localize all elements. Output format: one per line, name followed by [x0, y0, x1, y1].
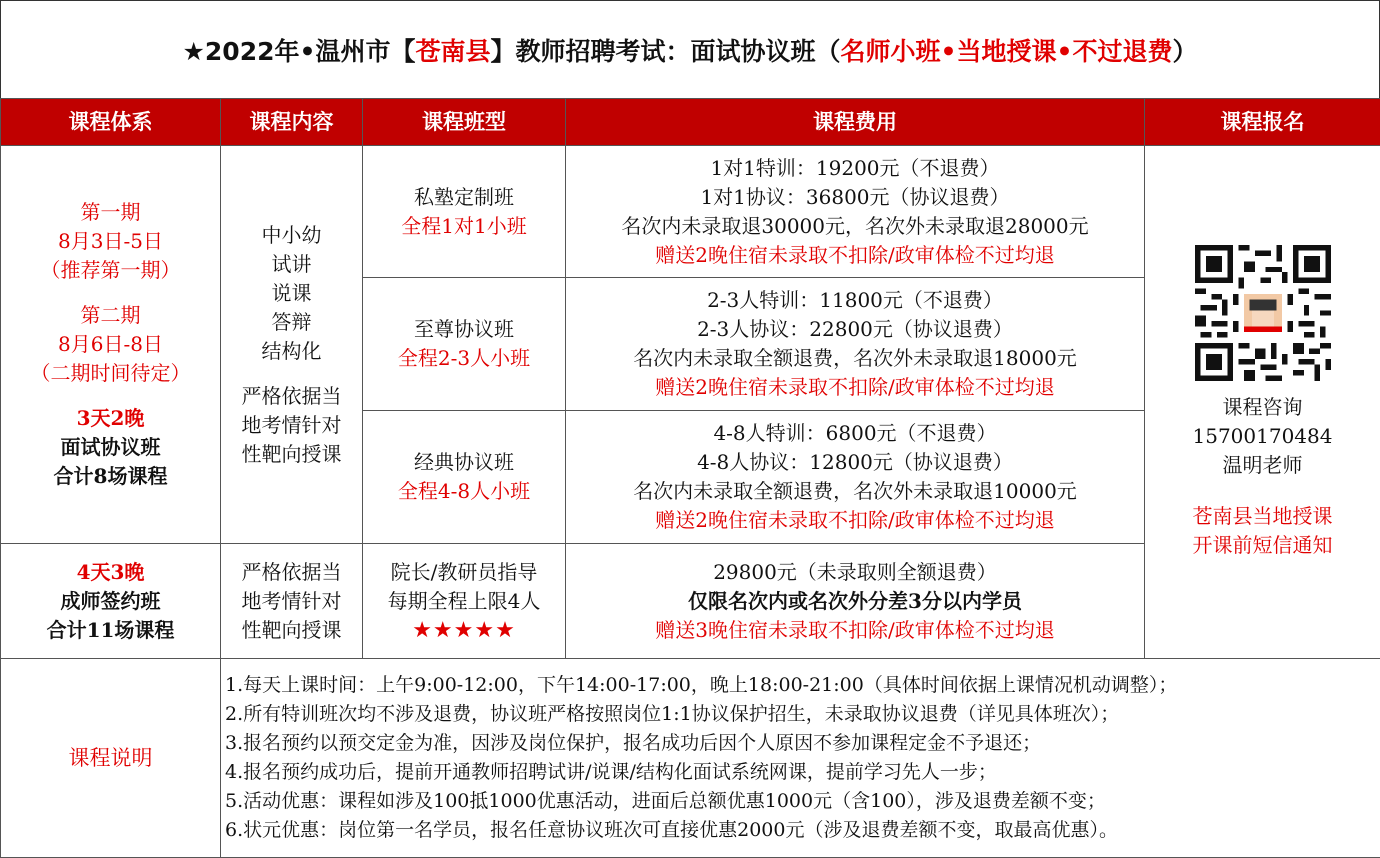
note-item: 5.活动优惠：课程如涉及100抵1000优惠活动，进面后总额优惠1000元（含100），涉及退费差额不变；: [225, 790, 1106, 812]
period1-note: （推荐第一期）: [40, 258, 181, 282]
signing-name: 成师签约班: [60, 588, 161, 613]
header-system: 课程体系: [1, 99, 221, 146]
class-name: 私塾定制班: [414, 184, 514, 209]
signup-consult: 课程咨询: [1222, 394, 1303, 419]
content-item: 说课: [271, 280, 312, 305]
notes-row: [1, 659, 1380, 858]
header-content: 课程内容: [221, 99, 363, 146]
signing-system-cell: [1, 544, 221, 659]
period2-date: 8月6日-8日: [58, 332, 163, 356]
title-highlight: 名师小班•当地授课•不过退费: [840, 36, 1173, 66]
content-item: 答辩: [271, 309, 312, 334]
system-total: 合计8场课程: [53, 464, 168, 488]
course-table: [0, 98, 1380, 858]
signup-cell: [1145, 146, 1380, 659]
fee-line: 1对1协议：36800元（协议退费）: [700, 184, 1010, 209]
class-name: 经典协议班: [414, 450, 514, 474]
note-item: 1.每天上课时间：上午9:00-12:00，下午14:00-17:00，晚上18:00-21:00（具体时间依据上课情况机动调整）；: [225, 674, 1178, 696]
class-name: 至尊协议班: [414, 317, 514, 341]
fee-gift: 赠送2晚住宿未录取不扣除/政审体检不过均退: [655, 508, 1055, 532]
signing-condition: 仅限名次内或名次外分差3分以内学员: [688, 588, 1022, 613]
notes-body: [221, 659, 1380, 858]
class-size: 全程4-8人小班: [397, 479, 531, 503]
period1-name: 第一期: [80, 200, 141, 224]
system-name: 面试协议班: [60, 435, 161, 459]
class-type-cell: [363, 411, 566, 544]
header-fee: 课程费用: [566, 99, 1145, 146]
content-item: 结构化: [261, 338, 322, 363]
star-rating-icon: ★★★★★: [412, 617, 516, 643]
signing-basis: 严格依据当: [241, 559, 342, 584]
class-type-cell: [363, 146, 566, 278]
class-size: 全程2-3人小班: [397, 346, 531, 370]
fee-line: 4-8人特训：6800元（不退费）: [713, 421, 997, 445]
period2-name: 第二期: [80, 303, 141, 327]
fee-cell: [566, 146, 1145, 278]
title-middle: 】教师招聘考试：面试协议班（: [490, 36, 841, 66]
system-duration: 3天2晚: [76, 406, 145, 430]
content-cell: [221, 146, 363, 544]
content-item: 中小幼: [261, 222, 322, 247]
signing-content-cell: [221, 544, 363, 659]
header-row: [1, 99, 1380, 146]
class-size: 全程1对1小班: [401, 213, 527, 238]
content-basis: 严格依据当: [241, 383, 342, 408]
note-item: 2.所有特训班次均不涉及退费，协议班严格按照岗位1:1协议保护招生，未录取协议退费（详见具体班次）；: [225, 703, 1120, 725]
fee-line: 4-8人协议：12800元（协议退费）: [697, 450, 1013, 474]
signup-notice: 开课前短信通知: [1192, 532, 1333, 557]
fee-line: 名次内未录取全额退费，名次外未录取退10000元: [633, 479, 1077, 503]
signing-total: 合计11场课程: [46, 617, 175, 642]
fee-cell: [566, 411, 1145, 544]
signup-local: 苍南县当地授课: [1192, 503, 1333, 528]
content-basis: 性靶向授课: [241, 441, 342, 466]
signing-type: 每期全程上限4人: [387, 588, 541, 613]
fee-line: 名次内未录取全额退费，名次外未录取退18000元: [633, 346, 1077, 370]
fee-line: 名次内未录取退30000元，名次外未录取退28000元: [621, 213, 1089, 238]
system-cell: [1, 146, 221, 544]
content-basis: 地考情针对: [241, 412, 342, 437]
fee-line: 2-3人特训：11800元（不退费）: [707, 288, 1003, 312]
content-item: 试讲: [271, 251, 312, 276]
signing-basis: 性靶向授课: [241, 617, 342, 642]
header-class-type: 课程班型: [363, 99, 566, 146]
signing-basis: 地考情针对: [241, 588, 342, 613]
signup-phone[interactable]: 15700170484: [1192, 423, 1333, 448]
fee-cell: [566, 278, 1145, 411]
signing-type: 院长/教研员指导: [390, 559, 538, 584]
class-type-cell: [363, 278, 566, 411]
period1-date: 8月3日-5日: [58, 229, 163, 253]
note-item: 6.状元优惠：岗位第一名学员，报名任意协议班次可直接优惠2000元（涉及退费差额不变，取最高优惠）。: [225, 819, 1118, 841]
fee-gift: 赠送2晚住宿未录取不扣除/政审体检不过均退: [655, 375, 1055, 399]
signing-gift: 赠送3晚住宿未录取不扣除/政审体检不过均退: [655, 617, 1055, 642]
fee-line: 2-3人协议：22800元（协议退费）: [697, 317, 1013, 341]
note-item: 3.报名预约以预交定金为准，因涉及岗位保护，报名成功后因个人原因不参加课程定金不予退还；: [225, 732, 1042, 754]
fee-gift: 赠送2晚住宿未录取不扣除/政审体检不过均退: [655, 242, 1055, 267]
signing-type-cell: [363, 544, 566, 659]
title-county: 苍南县: [415, 36, 491, 66]
page-title: [0, 0, 1380, 98]
period2-note: （二期时间待定）: [30, 361, 191, 385]
signing-fee-cell: [566, 544, 1145, 659]
signup-teacher: 温明老师: [1222, 452, 1303, 477]
notes-label: 课程说明: [1, 659, 221, 858]
header-signup: 课程报名: [1145, 99, 1380, 146]
note-item: 4.报名预约成功后，提前开通教师招聘试讲/说课/结构化面试系统网课，提前学习先人一步；: [225, 761, 997, 783]
qr-code-icon[interactable]: [1195, 245, 1331, 381]
title-suffix: ）: [1172, 36, 1198, 66]
title-prefix: ★2022年•温州市【: [182, 36, 416, 66]
table-row: [1, 146, 1380, 278]
signing-duration: 4天3晚: [76, 559, 145, 584]
signing-fee: 29800元（未录取则全额退费）: [713, 559, 997, 584]
fee-line: 1对1特训：19200元（不退费）: [710, 155, 1000, 180]
